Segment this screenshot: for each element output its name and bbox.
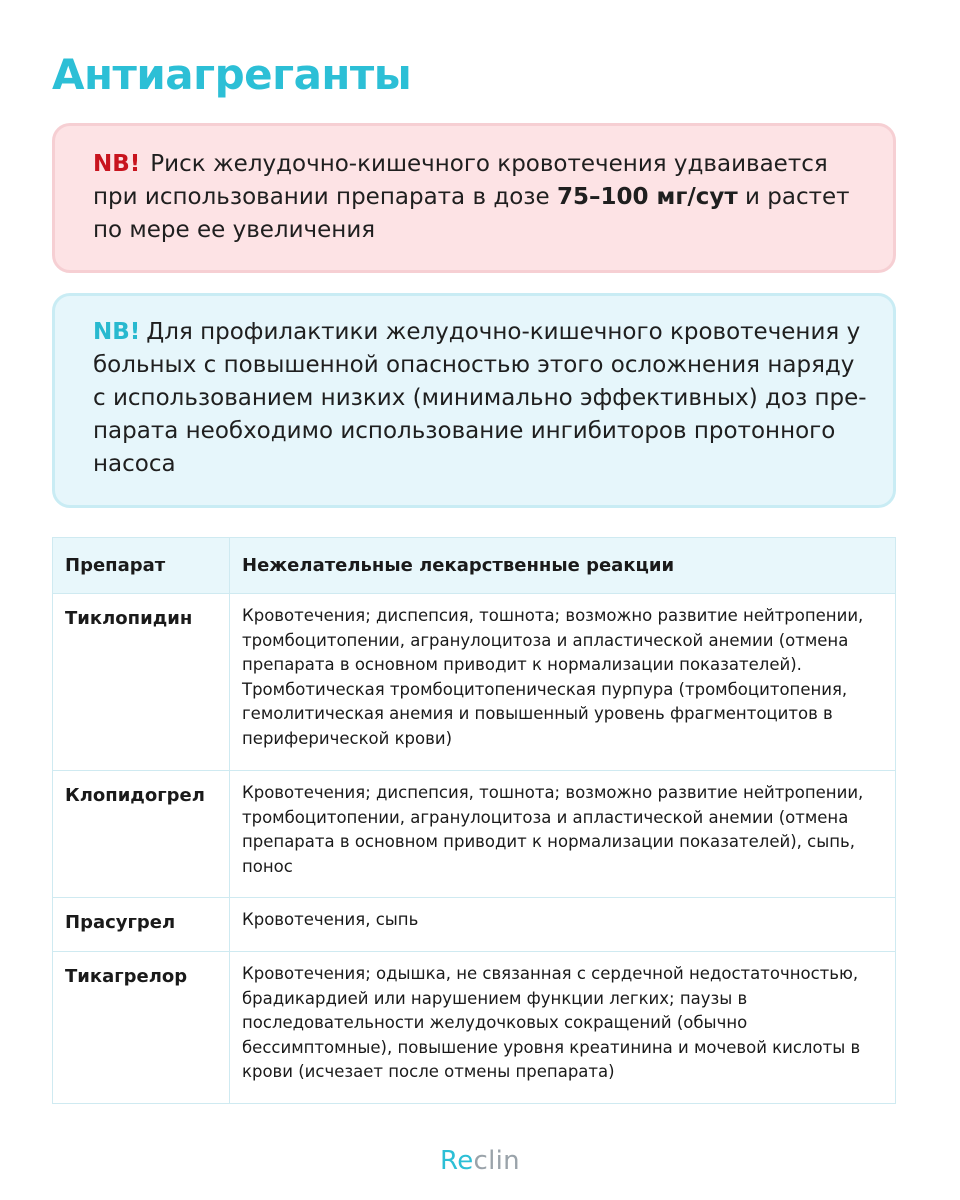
- nb-label: NB!: [93, 319, 141, 345]
- table-header-row: [53, 538, 896, 594]
- page-title: Антиагреганты: [52, 50, 412, 99]
- reaction-text: Кровотечения, сыпь: [230, 898, 896, 952]
- reclin-logo: Reclin: [440, 1146, 520, 1176]
- reaction-text: Кровотечения; диспепсия, тошнота; возможно развитие нейтропении, тромбоцитопении, агранулоцитоза и апластической анемии (отмена препарата в основном приводит к нормализации показателей), сыпь, понос: [230, 771, 896, 898]
- table-row: [53, 898, 896, 952]
- nb-label: NB!: [93, 151, 141, 177]
- risk-note-line-3: по мере ее увеличения: [93, 217, 376, 243]
- table-row: [53, 594, 896, 771]
- header-drug: Препарат: [53, 538, 230, 594]
- prophylaxis-note-line-5: насоса: [93, 451, 176, 477]
- prophylaxis-note-box: [52, 293, 896, 508]
- adverse-reactions-table: [52, 537, 896, 1104]
- drug-name: Клопидогрел: [53, 771, 230, 898]
- header-reactions: Нежелательные лекарственные реакции: [230, 538, 896, 594]
- table-row: [53, 952, 896, 1104]
- table-row: [53, 771, 896, 898]
- risk-note-line-2: при использовании препарата в дозе 75–100 мг/сут и растет: [93, 184, 850, 210]
- drug-name: Тикагрелор: [53, 952, 230, 1104]
- prophylaxis-note-line-3: с использованием низких (минимально эффективных) доз пре-: [93, 385, 867, 411]
- prophylaxis-note-line-1: NB! Для профилактики желудочно-кишечного кровотечения у: [93, 319, 861, 345]
- prophylaxis-note-line-4: парата необходимо использование ингибиторов протонного: [93, 418, 836, 444]
- risk-note-line-1: NB! Риск желудочно-кишечного кровотечения удваивается: [93, 151, 828, 177]
- drug-name: Тиклопидин: [53, 594, 230, 771]
- reaction-text: Кровотечения; одышка, не связанная с сердечной недостаточностью, брадикардией или нарушением функции легких; паузы в последовательности желудочковых сокращений (обычно бессимптомные), повышение уровня креатинина и мочевой кислоты в крови (исчезает после отмены препарата): [230, 952, 896, 1104]
- drug-name: Прасугрел: [53, 898, 230, 952]
- prophylaxis-note-line-2: больных с повышенной опасностью этого осложнения наряду: [93, 352, 855, 378]
- dose-highlight: 75–100 мг/сут: [557, 184, 738, 210]
- risk-note-box: [52, 123, 896, 273]
- reaction-text: Кровотечения; диспепсия, тошнота; возможно развитие нейтропении, тромбоцитопении, агранулоцитоза и апластической анемии (отмена препарата в основном приводит к нормализации показателей). Тромботическая тромбоцитопеническая пурпура (тромбоцитопения, гемолитическая анемия и повышенный уровень фрагментоцитов в периферической крови): [230, 594, 896, 771]
